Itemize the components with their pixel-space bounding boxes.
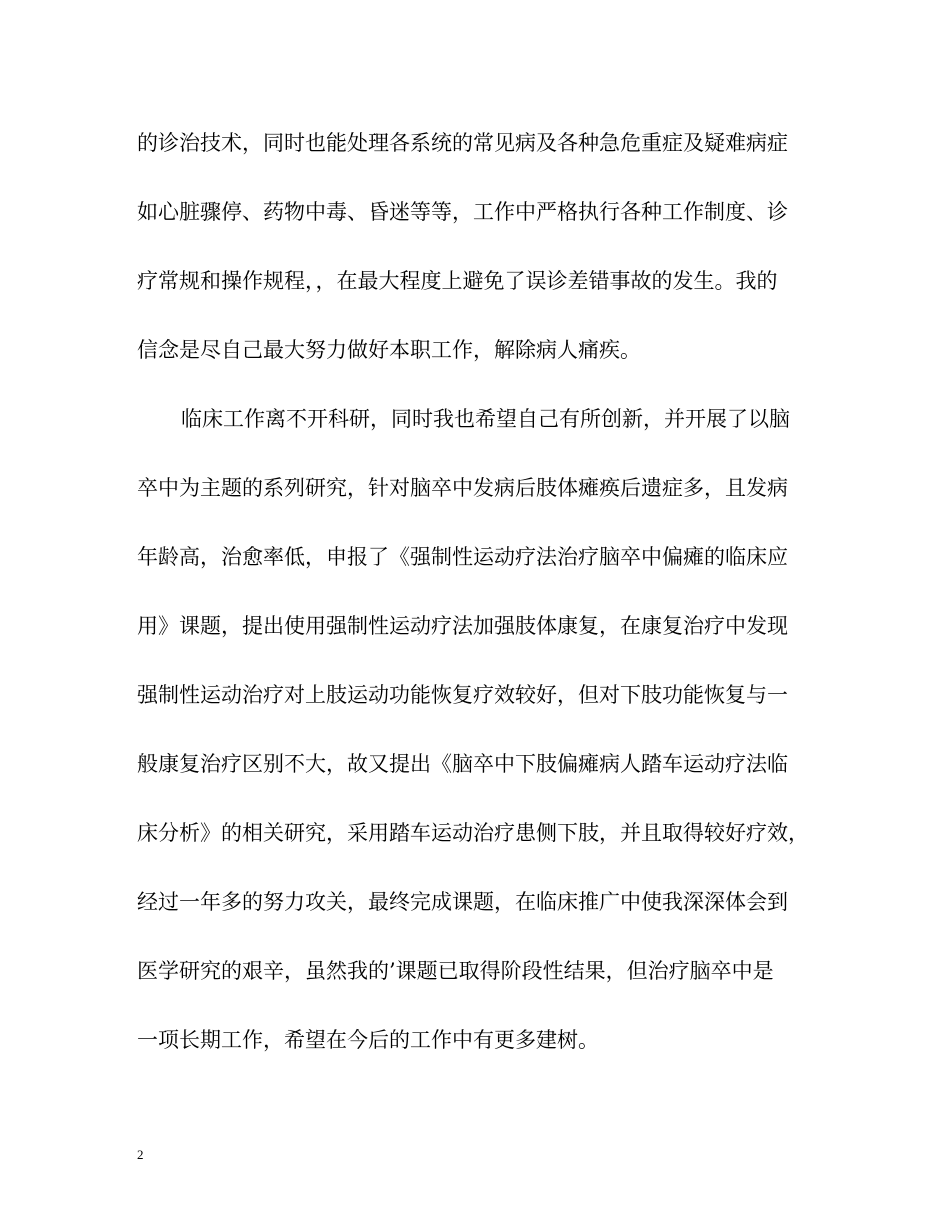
text-line: 年龄高，治愈率低，申报了《强制性运动疗法治疗脑卒中偏瘫的临床应 <box>137 545 788 569</box>
text-line: 如心脏骤停、药物中毒、昏迷等等，工作中严格执行各种工作制度、诊 <box>137 200 788 224</box>
text-line: 信念是尽自己最大努力做好本职工作，解除病人痛疾。 <box>137 338 641 362</box>
text-line: 用》课题，提出使用强制性运动疗法加强肢体康复，在康复治疗中发现 <box>137 614 788 638</box>
text-line: 医学研究的艰辛，虽然我的’课题已取得阶段性结果，但治疗脑卒中是 <box>137 959 774 983</box>
page-number: 2 <box>137 1147 144 1162</box>
text-line: 卒中为主题的系列研究，针对脑卒中发病后肢体瘫痪后遗症多，且发病 <box>137 476 788 500</box>
text-line: 床分析》的相关研究，采用踏车运动治疗患侧下肢，并且取得较好疗效， <box>137 821 809 845</box>
text-line: 一项长期工作，希望在今后的工作中有更多建树。 <box>137 1028 599 1052</box>
text-line: 的诊治技术，同时也能处理各系统的常见病及各种急危重症及疑难病症 <box>137 131 788 155</box>
text-line: 疗常规和操作规程，，在最大程度上避免了误诊差错事故的发生。我的 <box>137 269 778 293</box>
text-line: 般康复治疗区别不大，故又提出《脑卒中下肢偏瘫病人踏车运动疗法临 <box>137 752 788 776</box>
text-line: 强制性运动治疗对上肢运动功能恢复疗效较好，但对下肢功能恢复与一 <box>137 683 788 707</box>
text-line: 经过一年多的努力攻关，最终完成课题，在临床推广中使我深深体会到 <box>137 890 788 914</box>
paragraph-first-line: 临床工作离不开科研，同时我也希望自己有所创新，并开展了以脑 <box>181 407 790 431</box>
